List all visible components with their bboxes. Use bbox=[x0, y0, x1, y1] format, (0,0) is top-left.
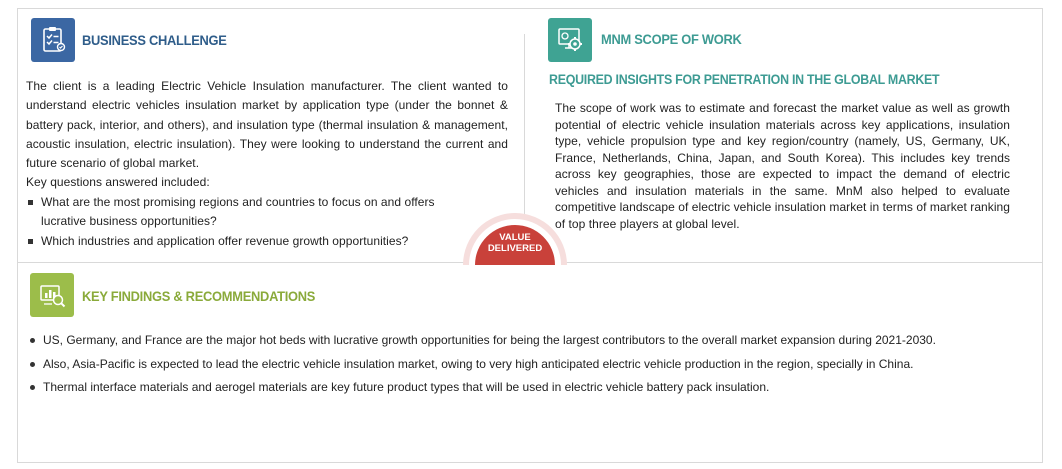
gears-icon bbox=[548, 18, 592, 62]
list-item: Thermal interface materials and aerogel materials are key future product types that will be used in electric vehicle battery pack insulation. bbox=[28, 378, 1028, 396]
business-challenge-paragraph: The client is a leading Electric Vehicle Insulation manufacturer. The client wanted to understand electric vehicles insulation market by application type (under the bonnet & battery pack, interior, and others), and insulation type (thermal insulation & management, acoustic insulation, electric insulation). They were looking to understand the current and future scenario of global market. bbox=[26, 79, 508, 171]
scope-of-work-subtitle: REQUIRED INSIGHTS FOR PENETRATION IN THE GLOBAL MARKET bbox=[549, 72, 940, 87]
analysis-icon bbox=[30, 273, 74, 317]
business-challenge-text bbox=[26, 77, 508, 252]
value-delivered-badge bbox=[463, 205, 567, 265]
list-item: US, Germany, and France are the major hot beds with lucrative growth opportunities for being the largest contributors to the overall market expansion during 2021-2030. bbox=[28, 331, 1028, 349]
badge-line-2: DELIVERED bbox=[487, 243, 543, 254]
questions-list bbox=[26, 193, 508, 252]
scope-of-work-title: MNM SCOPE OF WORK bbox=[601, 31, 742, 47]
list-item: Also, Asia-Pacific is expected to lead the electric vehicle insulation market, owing to very high anticipated electric vehicle production in the region, specially in China. bbox=[28, 355, 1028, 373]
badge-line-1: VALUE bbox=[499, 232, 531, 243]
scope-of-work-paragraph: The scope of work was to estimate and forecast the market value as well as growth potential of electric vehicle insulation materials across key applications, insulation type, vehicle propulsion type and key region/country (namely, US, Germany, UK, France, Netherlands, China, Japan, and South Korea). This includes key trends across key geographies, those are expected to impact the demand of electric vehicles and insulation materials in the same. MnM also helped to evaluate competitive landscape of electric vehicle insulation market in terms of market ranking of top three players at global level. bbox=[555, 101, 1010, 231]
questions-intro: Key questions answered included: bbox=[26, 175, 210, 190]
key-findings-title: KEY FINDINGS & RECOMMENDATIONS bbox=[82, 288, 316, 304]
checklist-icon bbox=[31, 18, 75, 62]
list-item: What are the most promising regions and countries to focus on and offers lucrative business opportunities? bbox=[26, 193, 508, 232]
key-findings-list bbox=[28, 331, 1028, 402]
section-divider-vertical bbox=[524, 34, 525, 214]
list-item: Which industries and application offer revenue growth opportunities? bbox=[26, 232, 508, 251]
business-challenge-title: BUSINESS CHALLENGE bbox=[82, 32, 227, 48]
